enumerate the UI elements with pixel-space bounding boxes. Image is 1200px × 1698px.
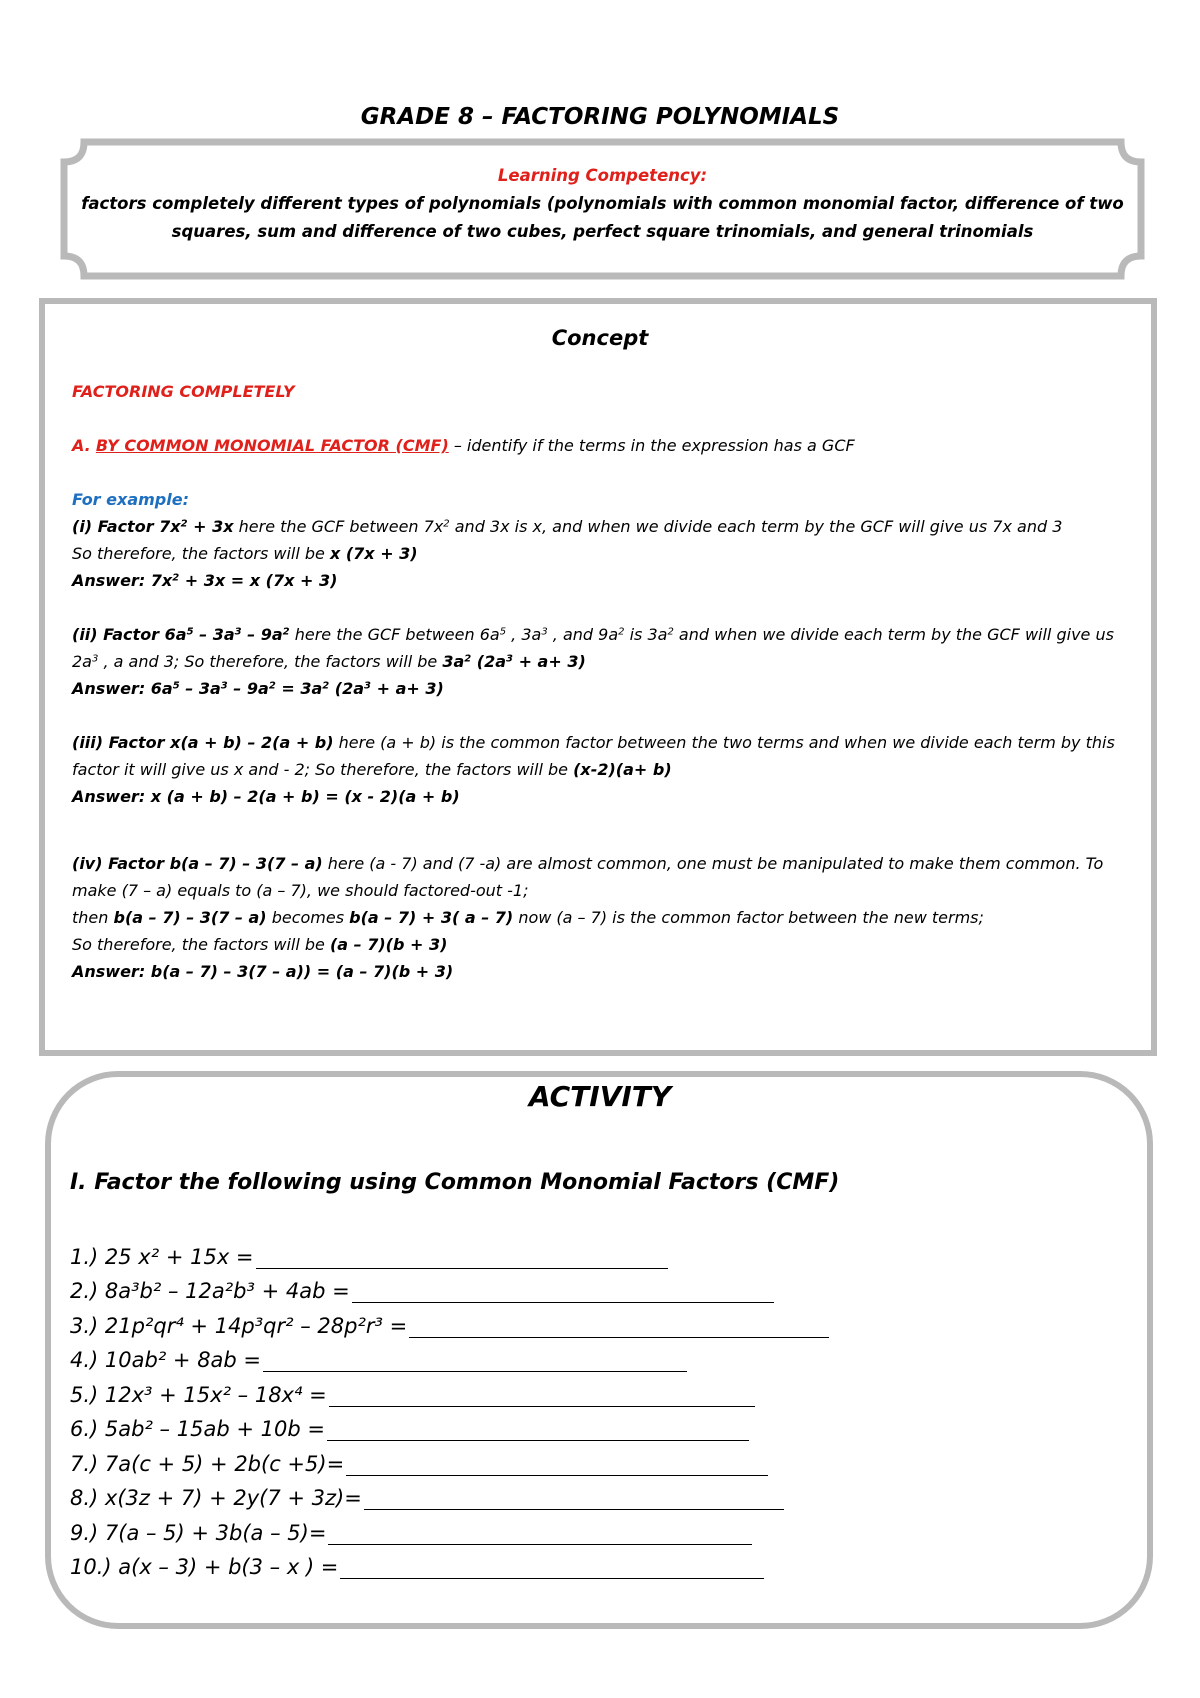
section-title: FACTORING COMPLETELY	[72, 382, 295, 401]
for-example-label: For example:	[72, 490, 189, 509]
concept-body	[72, 378, 1137, 985]
answer-blank[interactable]	[256, 1244, 668, 1269]
answer-blank[interactable]	[263, 1347, 687, 1372]
example-4-therefore: So therefore, the factors will be (a – 7)(b + 3)	[72, 935, 448, 954]
example-3: (iii) Factor x(a + b) – 2(a + b) here (a + b) is the common factor between the two terms and when we divide each term by this factor it will give us x and - 2; So therefore, the factors will be (x-2)(a+ b)	[72, 733, 1115, 779]
example-4-label: (iv) Factor b(a – 7) – 3(7 – a)	[72, 854, 323, 873]
activity-items	[70, 1234, 1130, 1579]
example-4-then: then b(a – 7) – 3(7 – a) becomes b(a – 7) + 3( a – 7) now (a – 7) is the common factor between the new terms;	[72, 908, 984, 927]
activity-item-10: 10.) a(x – 3) + b(3 – x ) =	[70, 1545, 1130, 1580]
activity-item-2: 2.) 8a³b² – 12a²b³ + 4ab =	[70, 1269, 1130, 1304]
example-4: (iv) Factor b(a – 7) – 3(7 – a) here (a - 7) and (7 -a) are almost common, one must be manipulated to make them common. To make (7 – a) equals to (a – 7), we should factored-out -1;	[72, 854, 1104, 900]
answer-blank[interactable]	[409, 1313, 829, 1338]
example-1-therefore: So therefore, the factors will be x (7x + 3)	[72, 544, 418, 563]
activity-item-3: 3.) 21p²qr⁴ + 14p³qr² – 28p²r³ =	[70, 1303, 1130, 1338]
activity-instruction: I. Factor the following using Common Monomial Factors (CMF)	[70, 1170, 840, 1195]
answer-blank[interactable]	[364, 1485, 784, 1510]
answer-blank[interactable]	[329, 1382, 755, 1407]
example-1-answer: Answer: $7x^2 + 3x = x$ (7x + 3)	[72, 571, 338, 590]
method-desc: – identify if the terms in the expression has a GCF	[448, 436, 855, 455]
activity-item-4: 4.) 10ab² + 8ab =	[70, 1338, 1130, 1373]
example-3-answer: Answer: x (a + b) – 2(a + b) = (x - 2)(a + b)	[72, 787, 460, 806]
example-2: (ii) Factor $6a^5 - 3a^3 - 9a^2$ here the GCF between $6a^5$ , $3a^3$ , and $9a^2$ is $3a^2$ and when we divide each term by the GCF will give us $2a^3$ , a and 3; So therefore, the factors will be $3a^2$ $(2a^3 + a+ 3)$	[72, 625, 1114, 671]
example-1-factors: x (7x + 3)	[329, 544, 418, 563]
example-4-answer: Answer: b(a – 7) – 3(7 – a)) = (a – 7)(b + 3)	[72, 962, 454, 981]
answer-blank[interactable]	[352, 1278, 774, 1303]
answer-blank[interactable]	[327, 1416, 749, 1441]
answer-blank[interactable]	[346, 1451, 768, 1476]
competency-label: Learning Competency:	[497, 166, 708, 185]
answer-blank[interactable]	[340, 1554, 764, 1579]
competency-text: factors completely different types of polynomials (polynomials with common monomial factor, difference of two squares, sum and difference of two cubes, perfect square trinomials, and general trinomials	[81, 194, 1124, 241]
example-1: (i) Factor $7x^2 + 3x$ here the GCF between $7x^2$ and 3x is x, and when we divide each term by the GCF will give us 7x and 3	[72, 517, 1063, 536]
concept-heading: Concept	[551, 326, 649, 350]
activity-item-5: 5.) 12x³ + 15x² – 18x⁴ =	[70, 1372, 1130, 1407]
learning-competency	[80, 162, 1125, 246]
method-line	[72, 432, 1137, 459]
example-2-answer: Answer: $6a^5 - 3a^3 - 9a^2 = 3a^2$ $(2a^3 + a+ 3)$	[72, 679, 444, 698]
activity-item-7: 7.) 7a(c + 5) + 2b(c +5)=	[70, 1441, 1130, 1476]
method-name: BY COMMON MONOMIAL FACTOR (CMF)	[95, 436, 449, 455]
activity-item-1: 1.) 25 x² + 15x =	[70, 1234, 1130, 1269]
activity-item-6: 6.) 5ab² – 15ab + 10b =	[70, 1407, 1130, 1442]
example-4-factors: (a – 7)(b + 3)	[329, 935, 448, 954]
example-2-label: (ii) Factor 6a	[72, 625, 187, 644]
example-3-factors: (x-2)(a+ b)	[573, 760, 672, 779]
activity-heading: ACTIVITY	[528, 1080, 672, 1113]
activity-item-8: 8.) x(3z + 7) + 2y(7 + 3z)=	[70, 1476, 1130, 1511]
example-3-label: (iii) Factor x(a + b) – 2(a + b)	[72, 733, 334, 752]
example-1-label: (i) Factor 7x	[72, 517, 181, 536]
page-title: GRADE 8 – FACTORING POLYNOMIALS	[360, 104, 840, 130]
answer-blank[interactable]	[328, 1520, 752, 1545]
activity-item-9: 9.) 7(a – 5) + 3b(a – 5)=	[70, 1510, 1130, 1545]
method-letter: A.	[72, 436, 91, 455]
